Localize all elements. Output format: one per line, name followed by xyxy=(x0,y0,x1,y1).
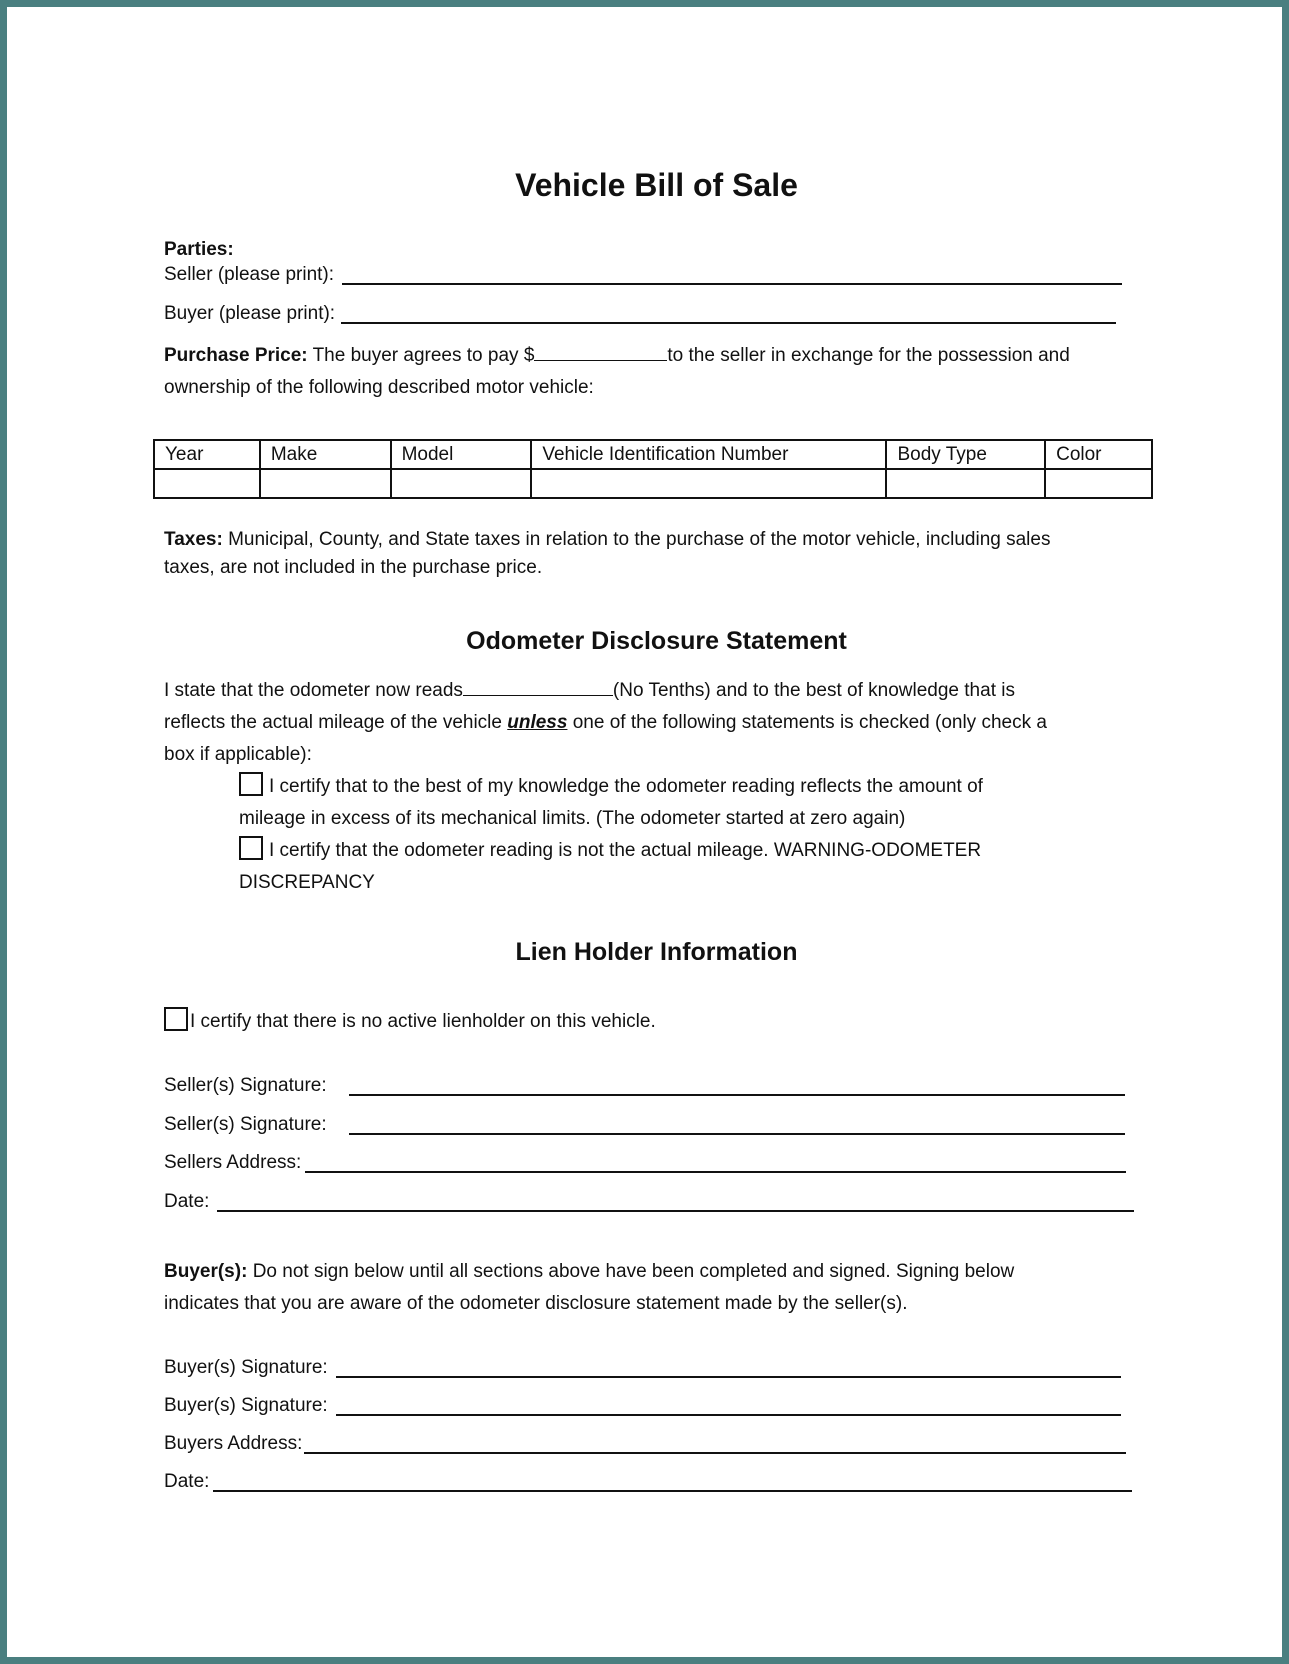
buyer-address-row: Buyers Address: xyxy=(164,1428,1126,1460)
seller-signature-row-1: Seller(s) Signature: xyxy=(164,1070,1125,1102)
purchase-price-label: Purchase Price: xyxy=(164,345,308,366)
vin-cell[interactable] xyxy=(531,469,886,498)
odometer-reading-field[interactable] xyxy=(463,676,613,696)
page-title: Vehicle Bill of Sale xyxy=(515,167,798,203)
col-header-year: Year xyxy=(154,440,260,469)
purchase-price-paragraph: Purchase Price: The buyer agrees to pay $ to the seller in exchange for the possession and ownership of the following described motor vehicle: xyxy=(164,340,1149,404)
lien-heading: Lien Holder Information xyxy=(515,938,798,966)
year-cell[interactable] xyxy=(154,469,260,498)
col-header-vin: Vehicle Identification Number xyxy=(531,440,886,469)
lien-certify-checkbox[interactable] xyxy=(164,1007,188,1031)
seller-address-field[interactable] xyxy=(305,1149,1126,1173)
buyers-note-label: Buyer(s): xyxy=(164,1261,248,1282)
seller-signature-row-2: Seller(s) Signature: xyxy=(164,1109,1125,1141)
buyer-signature-field-2[interactable] xyxy=(336,1392,1121,1416)
odometer-option-1: I certify that to the best of my knowledge the odometer reading reflects the amount of mileage in excess of its mechanical limits. (The odometer started at zero again) xyxy=(239,771,1149,835)
taxes-paragraph: Taxes: Municipal, County, and State taxes in relation to the purchase of the motor vehicle, including sales taxes, are not included in the purchase price. xyxy=(164,529,1051,578)
lien-certify-row xyxy=(164,1006,656,1038)
col-header-model: Model xyxy=(391,440,532,469)
seller-print-row xyxy=(164,259,1122,291)
seller-address-row: Sellers Address: xyxy=(164,1147,1126,1179)
odometer-option-2-checkbox[interactable] xyxy=(239,836,263,860)
buyer-date-field[interactable] xyxy=(213,1468,1132,1492)
lien-certify-text: I certify that there is no active lienholder on this vehicle. xyxy=(190,1011,656,1032)
buyers-note-paragraph: Buyer(s): Do not sign below until all sections above have been completed and signed. Signing below indicates that you are aware of the odometer disclosure statement made by the seller(s). xyxy=(164,1261,1015,1314)
buyer-signature-field-1[interactable] xyxy=(336,1354,1121,1378)
unless-emphasis: unless xyxy=(507,712,568,733)
col-header-color: Color xyxy=(1045,440,1152,469)
parties-heading: Parties: xyxy=(164,239,234,260)
seller-date-field[interactable] xyxy=(217,1188,1134,1212)
seller-signature-field-1[interactable] xyxy=(349,1072,1125,1096)
body-type-cell[interactable] xyxy=(886,469,1045,498)
odometer-option-1-checkbox[interactable] xyxy=(239,772,263,796)
seller-print-label: Seller (please print): xyxy=(164,264,335,285)
vehicle-table xyxy=(153,439,1153,499)
buyer-address-field[interactable] xyxy=(304,1430,1126,1454)
buyer-print-label: Buyer (please print): xyxy=(164,303,336,324)
col-header-make: Make xyxy=(260,440,391,469)
taxes-label: Taxes: xyxy=(164,529,223,550)
buyer-signature-row-2: Buyer(s) Signature: xyxy=(164,1390,1121,1422)
seller-signature-field-2[interactable] xyxy=(349,1111,1125,1135)
seller-print-field[interactable] xyxy=(342,261,1122,285)
buyer-print-row xyxy=(164,298,1116,330)
purchase-price-field[interactable] xyxy=(534,341,667,361)
odometer-option-2: I certify that the odometer reading is not the actual mileage. WARNING-ODOMETER DISCREPANCY xyxy=(239,835,1149,899)
odometer-paragraph: I state that the odometer now reads (No Tenths) and to the best of knowledge that is reflects the actual mileage of the vehicle unless one of the following statements is checked (only check a box if applicable): xyxy=(164,675,1149,771)
odometer-heading: Odometer Disclosure Statement xyxy=(466,627,847,655)
color-cell[interactable] xyxy=(1045,469,1152,498)
model-cell[interactable] xyxy=(391,469,532,498)
buyer-date-row: Date: xyxy=(164,1466,1132,1498)
buyer-print-field[interactable] xyxy=(341,300,1116,324)
table-row xyxy=(154,469,1152,498)
document-page xyxy=(164,7,1149,1657)
seller-date-row: Date: xyxy=(164,1186,1134,1218)
col-header-body-type: Body Type xyxy=(886,440,1045,469)
vehicle-table-header-row xyxy=(154,440,1152,469)
buyer-signature-row-1: Buyer(s) Signature: xyxy=(164,1352,1121,1384)
make-cell[interactable] xyxy=(260,469,391,498)
